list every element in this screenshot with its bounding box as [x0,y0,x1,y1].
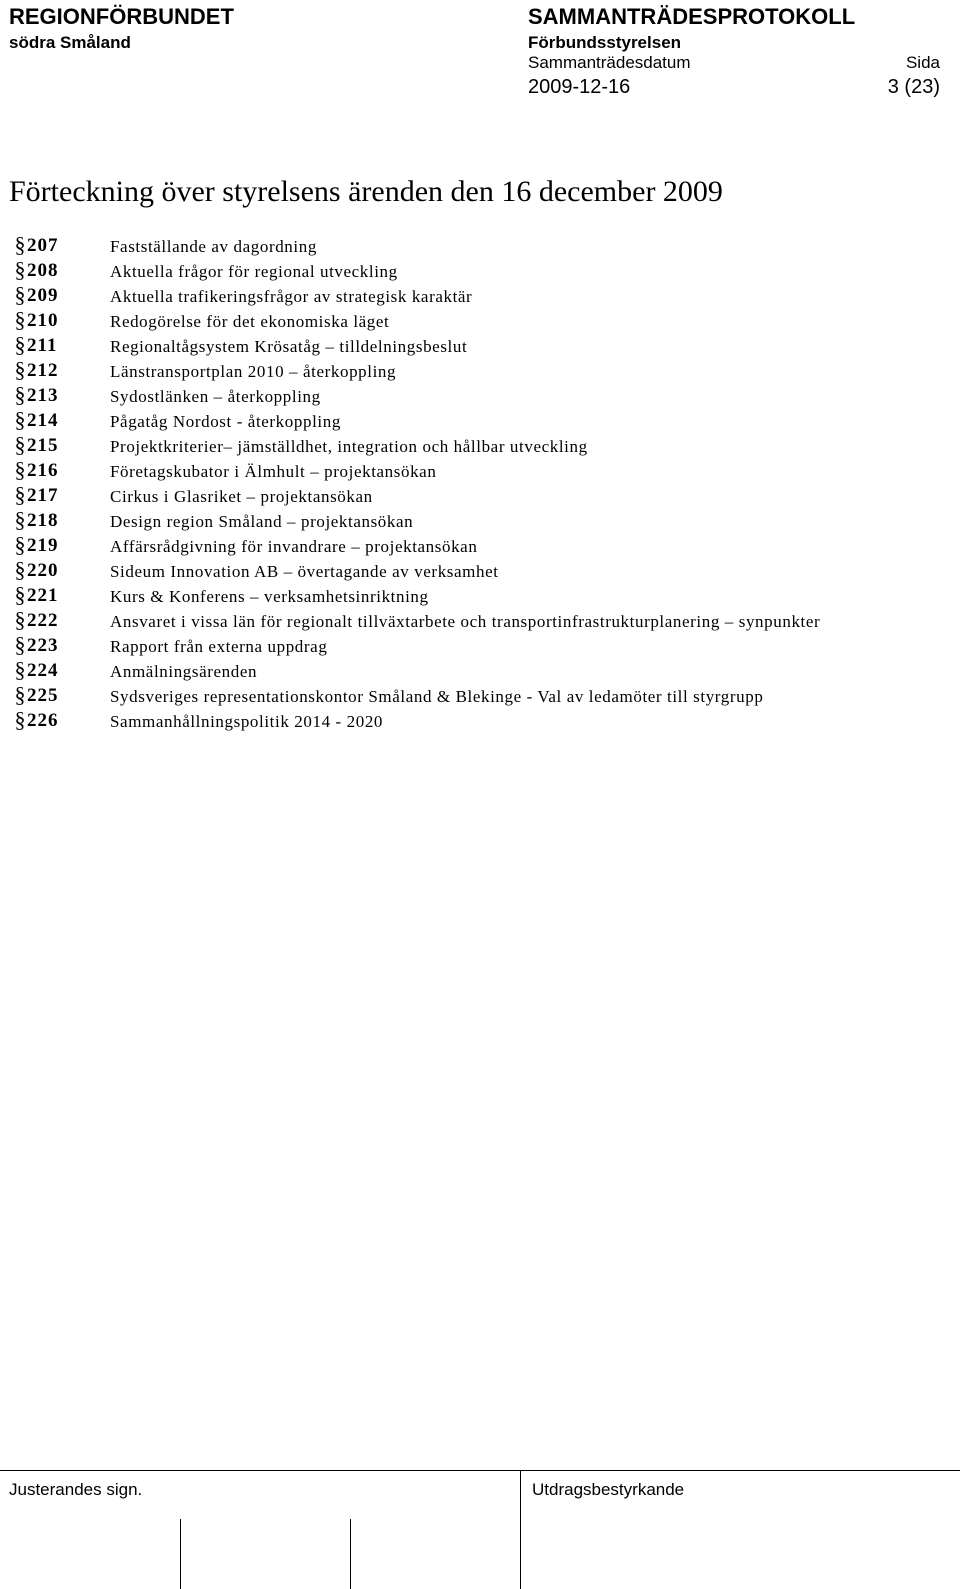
agenda-item-text: Länstransportplan 2010 – återkoppling [110,362,397,381]
agenda-item [0,258,960,283]
agenda-item-text: Fastställande av dagordning [110,237,317,256]
agenda-item-text: Affärsrådgivning för invandrare – projektansökan [110,537,478,556]
agenda-item-number: 224 [27,660,59,681]
agenda-item-number: 223 [27,635,59,656]
page-label: Sida [905,53,940,72]
meeting-date-label: Sammanträdesdatum [528,53,691,72]
agenda-item [0,333,960,358]
section-symbol-icon: § [14,457,26,482]
section-symbol-icon: § [14,307,26,332]
section-symbol-icon: § [14,557,26,582]
document-type: SAMMANTRÄDESPROTOKOLL [528,4,856,29]
section-symbol-icon: § [14,607,26,632]
agenda-item-text: Aktuella frågor för regional utveckling [110,262,398,281]
section-symbol-icon: § [14,432,26,457]
section-symbol-icon: § [14,582,26,607]
agenda-item [0,358,960,383]
agenda-item [0,458,960,483]
agenda-item-number: 221 [27,585,59,606]
agenda-item-text: Ansvaret i vissa län för regionalt tillväxtarbete och transportinfrastrukturplanering – synpunkter [110,612,821,631]
agenda-item [0,608,960,633]
section-symbol-icon: § [14,232,26,257]
organization-name: REGIONFÖRBUNDET [9,4,234,29]
agenda-item [0,433,960,458]
agenda-item-number: 226 [27,710,59,731]
agenda-item-number: 211 [27,335,58,356]
section-symbol-icon: § [14,382,26,407]
agenda-item [0,283,960,308]
agenda-item-number: 213 [27,385,59,406]
section-symbol-icon: § [14,407,26,432]
signature-footer [0,1470,960,1589]
agenda-item-text: Pågatåg Nordost - återkoppling [110,412,341,431]
agenda-item-text: Sammanhållningspolitik 2014 - 2020 [110,712,384,731]
signature-box-divider [350,1519,351,1589]
agenda-list [0,233,960,733]
page-number: 3 (23) [887,76,940,98]
footer-divider [520,1471,521,1589]
agenda-item [0,508,960,533]
organization-subtitle: södra Småland [9,33,131,52]
agenda-item-text: Anmälningsärenden [110,662,258,681]
agenda-item [0,533,960,558]
signature-box-divider [180,1519,181,1589]
agenda-item-text: Sydsveriges representationskontor Småland & Blekinge - Val av ledamöter till styrgrupp [110,687,764,706]
agenda-item [0,583,960,608]
section-symbol-icon: § [14,332,26,357]
section-symbol-icon: § [14,507,26,532]
section-symbol-icon: § [14,482,26,507]
section-symbol-icon: § [14,282,26,307]
agenda-item-text: Kurs & Konferens – verksamhetsinriktning [110,587,429,606]
agenda-item-number: 215 [27,435,59,456]
agenda-item [0,633,960,658]
section-symbol-icon: § [14,707,26,732]
agenda-item [0,308,960,333]
section-symbol-icon: § [14,257,26,282]
agenda-item [0,233,960,258]
agenda-item-text: Regionaltågsystem Krösatåg – tilldelningsbeslut [110,337,468,356]
agenda-item [0,483,960,508]
agenda-item-text: Design region Småland – projektansökan [110,512,414,531]
adjuster-signature-label: Justerandes sign. [9,1480,143,1499]
extract-certification-label: Utdragsbestyrkande [532,1480,685,1499]
agenda-item [0,708,960,733]
section-symbol-icon: § [14,357,26,382]
agenda-item-text: Cirkus i Glasriket – projektansökan [110,487,373,506]
section-symbol-icon: § [14,532,26,557]
board-name: Förbundsstyrelsen [528,33,682,52]
agenda-item-number: 207 [27,235,59,256]
page-title: Förteckning över styrelsens ärenden den 16 december 2009 [9,175,723,208]
section-symbol-icon: § [14,682,26,707]
agenda-item-text: Aktuella trafikeringsfrågor av strategisk karaktär [110,287,473,306]
agenda-item-number: 222 [27,610,59,631]
agenda-item-text: Redogörelse för det ekonomiska läget [110,312,390,331]
agenda-item-number: 217 [27,485,59,506]
agenda-item-text: Företagskubator i Älmhult – projektansökan [110,462,437,481]
section-symbol-icon: § [14,632,26,657]
agenda-item-number: 212 [27,360,59,381]
agenda-item-number: 214 [27,410,59,431]
agenda-item [0,408,960,433]
agenda-item [0,658,960,683]
agenda-item-number: 216 [27,460,59,481]
agenda-item-text: Projektkriterier– jämställdhet, integration och hållbar utveckling [110,437,588,456]
agenda-item-number: 220 [27,560,59,581]
meeting-date: 2009-12-16 [528,76,631,98]
section-symbol-icon: § [14,657,26,682]
agenda-item [0,383,960,408]
agenda-item-text: Sideum Innovation AB – övertagande av verksamhet [110,562,499,581]
agenda-item-number: 225 [27,685,59,706]
agenda-item-number: 218 [27,510,59,531]
agenda-item-number: 219 [27,535,59,556]
agenda-item-text: Sydostlänken – återkoppling [110,387,321,406]
agenda-item-text: Rapport från externa uppdrag [110,637,328,656]
agenda-item [0,683,960,708]
agenda-item-number: 209 [27,285,59,306]
agenda-item-number: 208 [27,260,59,281]
agenda-item [0,558,960,583]
agenda-item-number: 210 [27,310,59,331]
